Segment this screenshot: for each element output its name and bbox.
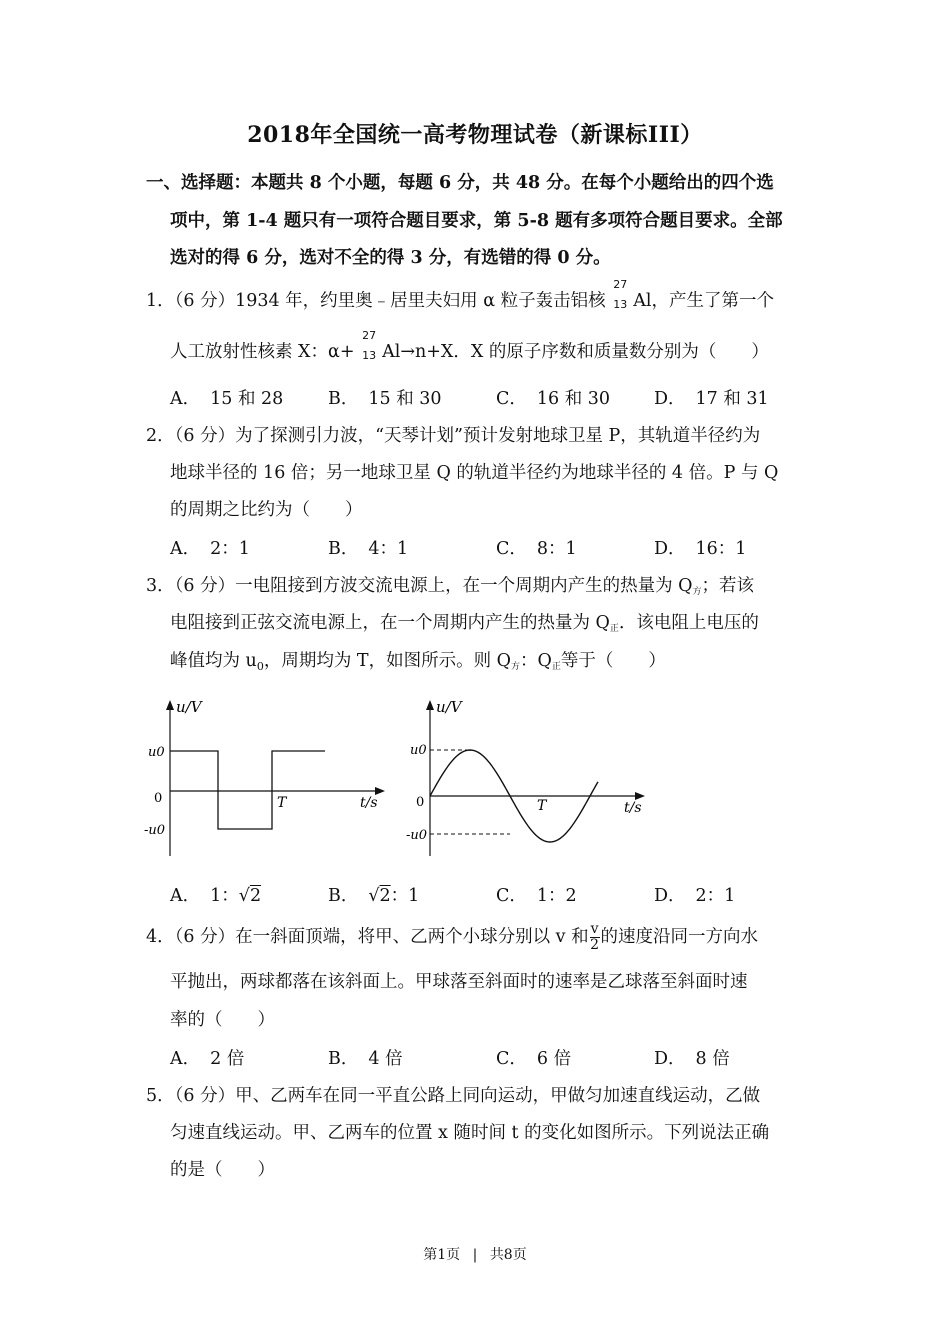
question-4-line-3: 率的（ ）	[170, 1010, 275, 1030]
question-4-line-1: 4．（6 分）在一斜面顶端，将甲、乙两个小球分别以 v 和 $\frac{v}{2}$ 的速度沿同一方向水	[146, 921, 759, 953]
question-4-line-2: 平抛出，两球都落在该斜面上。甲球落至斜面时的速率是乙球落至斜面时速	[170, 972, 748, 992]
neg-u0-label: -u0	[406, 828, 428, 843]
neg-u0-label: -u0	[144, 823, 166, 838]
footer-separator: |	[472, 1247, 478, 1263]
question-3-line-2: 电阻接到正弦交流电源上，在一个周期内产生的热量为 Q正．该电阻上电压的	[170, 613, 759, 634]
option-d[interactable]: D． 16：1	[654, 539, 747, 559]
option-c[interactable]: C． 1：2	[496, 886, 577, 906]
square-wave-curve	[170, 751, 325, 829]
question-1-line-2: 人工放射性核素 X：α+ 27 13 Al→n+X．X 的原子序数和质量数分别为（ ）	[170, 329, 769, 362]
option-a[interactable]: A． 2 倍	[170, 1049, 245, 1069]
isotope-al: 27 13	[613, 278, 628, 311]
question-3-line-3: 峰值均为 $u_0$，周期均为 T，如图所示。则 Q方：Q正等于（ ）	[170, 651, 666, 673]
y-axis-arrow	[166, 700, 174, 710]
total-pages: 共8页	[489, 1247, 527, 1263]
sine-wave-figure	[402, 694, 652, 864]
option-a[interactable]: A． 1：√2	[170, 886, 262, 906]
section-line-1: 一、选择题：本题共 8 个小题，每题 6 分，共 48 分。在每个小题给出的四个选	[146, 173, 774, 193]
page-footer	[0, 1244, 950, 1264]
section-instructions	[146, 165, 816, 278]
option-d[interactable]: D． 2：1	[654, 886, 736, 906]
y-axis-label: u/V	[176, 698, 202, 716]
option-b[interactable]: B． √2：1	[328, 886, 420, 906]
option-c[interactable]: C． 6 倍	[496, 1049, 572, 1069]
page-title: 2018年全国统一高考物理试卷（新课标III）	[247, 122, 703, 148]
y-axis-label: u/V	[436, 698, 462, 716]
sqrt-icon: √	[238, 886, 250, 906]
option-b[interactable]: B． 4：1	[328, 539, 409, 559]
square-wave-figure	[140, 694, 390, 864]
option-d[interactable]: D． 17 和 31	[654, 389, 769, 409]
x-axis-arrow	[375, 787, 385, 795]
option-a[interactable]: A． 15 和 28	[170, 389, 284, 409]
question-5-line-1: 5．（6 分）甲、乙两车在同一平直公路上同向运动，甲做匀加速直线运动，乙做	[146, 1086, 761, 1106]
section-line-2: 项中，第 1-4 题只有一项符合题目要求，第 5-8 题有多项符合题目要求。全部	[170, 210, 783, 231]
origin-label: 0	[154, 791, 163, 806]
question-2-line-1: 2．（6 分）为了探测引力波，“天琴计划”预计发射地球卫星 P，其轨道半径约为	[146, 426, 761, 446]
u0-label: u0	[148, 745, 165, 760]
option-b[interactable]: B． 15 和 30	[328, 389, 442, 409]
option-d[interactable]: D． 8 倍	[654, 1049, 730, 1069]
page-number: 第1页	[423, 1247, 461, 1263]
question-5-line-2: 匀速直线运动。甲、乙两车的位置 x 随时间 t 的变化如图所示。下列说法正确	[170, 1123, 770, 1143]
option-a[interactable]: A． 2：1	[170, 539, 250, 559]
x-axis-arrow	[635, 792, 645, 800]
question-5-line-3: 的是（ ）	[170, 1160, 275, 1180]
question-3-line-1: 3．（6 分）一电阻接到方波交流电源上，在一个周期内产生的热量为 Q方；若该	[146, 576, 755, 597]
x-axis-label: t/s	[624, 800, 642, 816]
u0-label: u0	[410, 743, 427, 758]
question-2-options	[170, 535, 820, 561]
period-label: T	[537, 798, 547, 814]
question-2-line-3: 的周期之比约为（ ）	[170, 500, 363, 520]
fraction-v-over-2: $\frac{v}{2}$	[590, 921, 600, 953]
question-1-line-1: 1．（6 分）1934 年，约里奥﹣居里夫妇用 α 粒子轰击铝核 27 13 Al，产生了第一个	[146, 278, 774, 311]
origin-label: 0	[416, 795, 425, 810]
question-3-options	[170, 882, 820, 908]
isotope-al: 27 13	[362, 329, 377, 362]
period-label: T	[277, 795, 287, 811]
option-c[interactable]: C． 8：1	[496, 539, 577, 559]
sqrt-icon: √	[368, 886, 380, 906]
question-4-options	[170, 1045, 820, 1071]
x-axis-label: t/s	[360, 795, 378, 811]
y-axis-arrow	[426, 700, 434, 710]
question-1-options	[170, 385, 820, 411]
section-line-3: 选对的得 6 分，选对不全的得 3 分，有选错的得 0 分。	[170, 248, 611, 268]
option-b[interactable]: B． 4 倍	[328, 1049, 403, 1069]
option-c[interactable]: C． 16 和 30	[496, 389, 611, 409]
question-2-line-2: 地球半径的 16 倍；另一地球卫星 Q 的轨道半径约为地球半径的 4 倍。P 与 Q	[170, 463, 779, 483]
